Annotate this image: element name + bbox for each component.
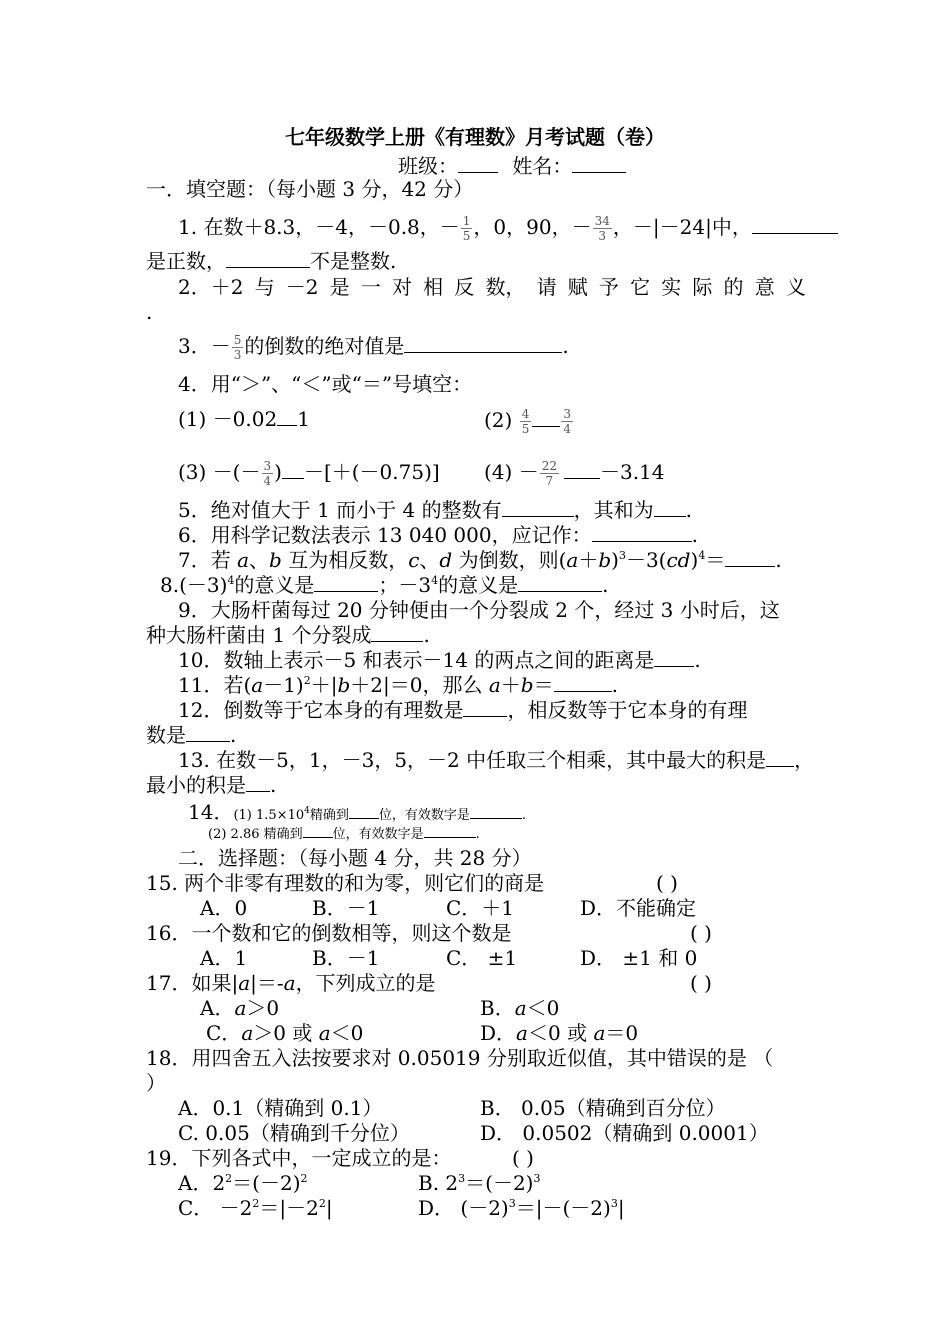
question-1	[178, 207, 838, 247]
option-b[interactable]: B． 0.05（精确到百分位）	[480, 1096, 726, 1120]
q1-text: 1. 在数＋8.3，－4，－0.8，－	[178, 215, 460, 239]
question-16: 16．一个数和它的倒数相等，则这个数是	[146, 921, 512, 945]
option-c[interactable]: C． $-2^2=|-2^2|$	[178, 1196, 333, 1220]
answer-blank[interactable]	[518, 573, 602, 592]
student-info-line	[398, 154, 626, 179]
question-9: 9．大肠杆菌每过 20 分钟便由一个分裂成 2 个，经过 3 小时后，这	[178, 598, 780, 622]
question-7: 7．若 a、b 互为相反数，c、d 为倒数，则$(a+b)^3-3(cd)^4=$ .	[178, 548, 782, 572]
class-blank[interactable]	[458, 154, 498, 173]
q1-text: 不是整数.	[310, 249, 397, 273]
q1-text: 是正数，	[146, 249, 226, 273]
option-d[interactable]: D． ±1 和 0	[580, 946, 698, 970]
answer-blank[interactable]	[766, 748, 794, 767]
name-blank[interactable]	[572, 154, 626, 173]
answer-paren[interactable]: ( )	[656, 871, 678, 895]
fraction: $\frac{3}{4}$	[563, 407, 571, 436]
question-6: 6．用科学记数法表示 13 040 000，应记作： .	[178, 523, 698, 547]
question-2: 2．＋2 与 －2 是 一 对 相 反 数， 请 赋 予 它 实 际 的 意 义	[178, 275, 806, 299]
question-13: 13. 在数－5，1，－3，5，－2 中任取三个相乘，其中最大的积是 ，	[178, 748, 815, 772]
answer-blank[interactable]	[654, 648, 694, 667]
option-d[interactable]: D．不能确定	[580, 896, 697, 920]
question-1-cont	[146, 249, 396, 274]
answer-blank[interactable]	[186, 723, 230, 742]
question-11: 11．若$(a-1)^2+|b+2|=0$，那么 a＋b＝ .	[178, 673, 618, 697]
answer-blank[interactable]	[371, 623, 423, 642]
fraction: $\frac{1}{5}$	[462, 214, 471, 243]
answer-blank[interactable]	[554, 673, 612, 692]
option-b[interactable]: B．－1	[312, 896, 380, 920]
question-3: 3．－ $\frac{5}{3}$ 的倒数的绝对值是 .	[178, 333, 569, 362]
q1-text: ，－|－24|中，	[612, 215, 752, 239]
answer-blank[interactable]	[463, 698, 507, 717]
fraction: $\frac{34}{3}$	[594, 214, 610, 243]
q1-text: ，0，90，－	[473, 215, 592, 239]
question-14: 14．(1) $1.5\times 10^4$精确到 位，有效数字是 .	[188, 800, 527, 824]
option-b[interactable]: B．a＜0	[480, 996, 560, 1020]
fraction: $\frac{5}{3}$	[233, 333, 242, 362]
question-5: 5．绝对值大于 1 而小于 4 的整数有 ，其和为 .	[178, 498, 692, 522]
question-14-2: (2) 2.86 精确到 位，有效数字是 .	[208, 827, 480, 842]
option-c[interactable]: C. 0.05（精确到千分位）	[178, 1121, 410, 1145]
answer-paren[interactable]: ）	[146, 1071, 166, 1095]
question-10: 10．数轴上表示－5 和表示－14 的两点之间的距离是 .	[178, 648, 701, 672]
option-a[interactable]: A．0.1（精确到 0.1）	[178, 1096, 383, 1120]
answer-blank[interactable]	[277, 407, 297, 426]
answer-blank[interactable]	[424, 825, 476, 838]
fraction: $\frac{3}{4}$	[263, 459, 272, 488]
answer-blank[interactable]	[564, 460, 600, 479]
question-13-cont: 最小的积是 .	[146, 773, 277, 797]
question-4-3: (3) －(－ $\frac{3}{4}$ ) －[＋(－0.75)]	[178, 459, 440, 488]
answer-blank[interactable]	[502, 498, 574, 517]
question-4-2: (2) $\frac{4}{5}$ $\frac{3}{4}$	[484, 407, 571, 436]
fraction: $\frac{22}{7}$	[541, 459, 557, 488]
option-b[interactable]: B．－1	[312, 946, 380, 970]
question-8: $8.(-3)^4$的意义是 ；$-3^4$的意义是 .	[160, 573, 609, 597]
option-c[interactable]: C． ±1	[446, 946, 518, 970]
answer-blank[interactable]	[246, 773, 270, 792]
question-19: 19．下列各式中，一定成立的是：	[146, 1146, 452, 1170]
section-heading-multiple-choice: 二．选择题：（每小题 4 分，共 28 分）	[178, 846, 532, 870]
option-d[interactable]: D．a＜0 或 a＝0	[480, 1021, 639, 1045]
question-4-4: (4) － $\frac{22}{7}$ －3.14	[484, 459, 665, 488]
answer-blank[interactable]	[282, 460, 304, 479]
name-label: 姓名：	[512, 154, 573, 178]
option-d[interactable]: D． 0.0502（精确到 0.0001）	[480, 1121, 769, 1145]
option-a[interactable]: A．a＞0	[200, 996, 280, 1020]
option-a[interactable]: A．$2^2=(-2)^2$	[178, 1171, 308, 1195]
question-4: 4．用“＞”、“＜”或“＝”号填空：	[178, 372, 473, 396]
fraction: $\frac{4}{5}$	[521, 407, 530, 436]
answer-blank[interactable]	[654, 498, 686, 517]
page-title: 七年级数学上册《有理数》月考试题（卷）	[285, 125, 665, 149]
answer-blank[interactable]	[303, 825, 333, 838]
answer-blank[interactable]	[226, 249, 310, 268]
answer-blank[interactable]	[314, 573, 378, 592]
option-c[interactable]: C．＋1	[446, 896, 515, 920]
question-18: 18．用四舍五入法按要求对 0.05019 分别取近似值，其中错误的是 （	[146, 1046, 774, 1070]
class-label: 班级：	[398, 154, 458, 178]
answer-blank[interactable]	[470, 806, 522, 819]
answer-paren[interactable]: ( )	[690, 971, 712, 995]
question-12-cont: 数是 .	[146, 723, 237, 747]
section-heading-fill-in: 一．填空题：（每小题 3 分，42 分）	[146, 177, 474, 201]
option-a[interactable]: A．1	[200, 946, 248, 970]
question-9-cont: 种大肠杆菌由 1 个分裂成 .	[146, 623, 430, 647]
option-a[interactable]: A．0	[200, 896, 248, 920]
question-2-tail: .	[146, 300, 153, 324]
answer-blank[interactable]	[404, 334, 562, 353]
question-12: 12．倒数等于它本身的有理数是 ，相反数等于它本身的有理	[178, 698, 748, 722]
option-d[interactable]: D． $(-2)^3=|-(-2)^3|$	[418, 1196, 625, 1220]
option-c[interactable]: C．a＞0 或 a＜0	[206, 1021, 364, 1045]
question-17: 17．如果|a|＝-a，下列成立的是	[146, 971, 436, 995]
answer-blank[interactable]	[532, 408, 560, 427]
answer-blank[interactable]	[725, 548, 775, 567]
answer-paren[interactable]: ( )	[690, 921, 712, 945]
answer-paren[interactable]: ( )	[512, 1146, 534, 1170]
option-b[interactable]: B. $2^3=(-2)^3$	[418, 1171, 541, 1195]
question-4-1: (1) －0.02 1	[178, 407, 310, 431]
question-15: 15. 两个非零有理数的和为零，则它们的商是	[146, 871, 545, 895]
answer-blank[interactable]	[592, 523, 692, 542]
answer-blank[interactable]	[752, 215, 838, 234]
answer-blank[interactable]	[349, 806, 379, 819]
